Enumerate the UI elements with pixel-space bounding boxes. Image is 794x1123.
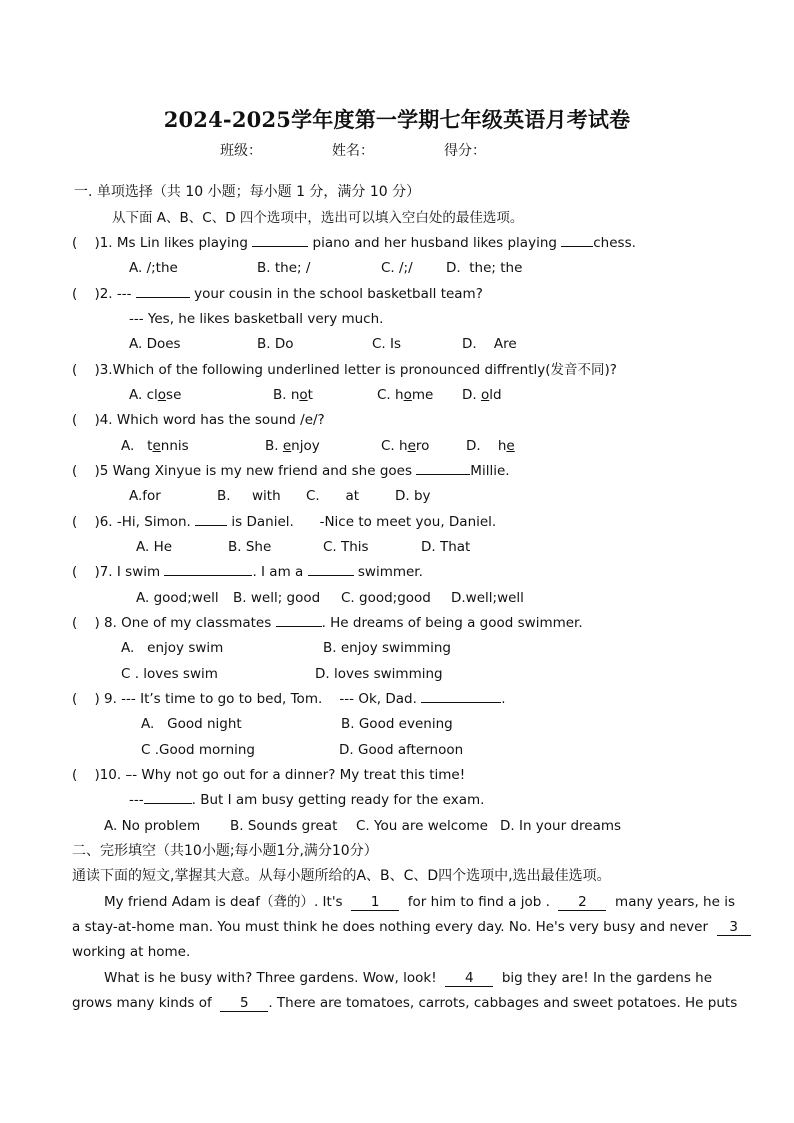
name-label: 姓名： [332,143,374,159]
q7-option-d: D.well;well [451,590,524,606]
q6-stem [72,513,496,531]
q4-text: )4. Which word has the sound /e/? [94,412,325,428]
q4-option-b [265,437,320,455]
q7-blank-1 [164,563,252,576]
q6-text-b: is Daniel. [231,514,294,530]
page-title: 2024-2025学年度第一学期七年级英语月考试卷 [163,107,631,132]
q8-text-a: ) 8. One of my classmates [94,615,272,631]
q9-blank [421,690,501,703]
q2-stem [72,285,483,303]
q8-text-b: . He dreams of being a good swimmer. [321,615,583,631]
q6-paren: ( [72,514,78,530]
q4-d-pre: D. h [466,438,507,454]
q3-c-post: me [411,387,434,403]
q10-option-b: B. Sounds great [230,818,338,834]
q5-blank [416,462,470,475]
q9-paren: ( [72,691,78,707]
passage-text: What is he busy with? Three gardens. Wow, look! [104,970,437,986]
q10-stem [72,766,465,784]
q1-paren: ( [72,235,78,251]
q1-text-a: )1. Ms Lin likes playing [94,235,248,251]
section2-instruction: 通读下面的短文,掌握其大意。从每小题所给的A、B、C、D四个选项中,选出最佳选项。 [72,868,611,884]
q9-stem [72,690,505,708]
q10-option-a: A. No problem [104,818,201,834]
q3-option-b [273,386,313,404]
q3-d-pre: D. [462,387,481,403]
passage-line-5 [72,994,737,1012]
q10-option-c: C. You are welcome [356,818,488,834]
section2-heading: 二、完形填空（共10小题;每小题1分,满分10分） [72,843,378,859]
q2-option-a: A. Does [129,336,181,352]
q4-option-c [381,437,429,455]
q6-option-b: B. She [228,539,272,555]
q2-blank [136,285,190,298]
q6-option-a: A. He [136,539,173,555]
q2-paren: ( [72,286,78,302]
q4-option-a [121,437,189,455]
passage-text: My friend Adam is deaf（聋的）. It's [104,894,343,910]
q3-b-pre: B. n [273,387,300,403]
q6-text-c: -Nice to meet you, Daniel. [319,514,497,530]
q4-b-pre: B. [265,438,283,454]
q4-stem [72,411,325,429]
passage-line-2 [72,918,751,936]
q10-paren: ( [72,767,78,783]
q5-stem [72,462,510,480]
q6-text-a: )6. -Hi, Simon. [94,514,191,530]
q3-paren: ( [72,362,78,378]
cloze-blank-4: 4 [445,971,493,987]
q7-option-c: C. good;good [341,590,431,606]
q4-b-post: njoy [291,438,320,454]
q9-option-b: B. Good evening [341,716,453,732]
q4-c-post: ro [415,438,430,454]
q3-stem [72,361,617,379]
q8-option-c: C . loves swim [121,666,218,682]
q2-line2: --- Yes, he likes basketball very much. [129,311,384,327]
q3-d-post: ld [489,387,502,403]
q4-d-underlined: e [506,438,515,454]
passage-text: a stay-at-home man. You must think he does nothing every day. No. He's very busy and never [72,919,709,935]
cloze-blank-1: 1 [351,895,399,911]
q5-option-c: C. at [306,488,360,504]
q10-option-d: D. In your dreams [500,818,622,834]
q9-option-c: C .Good morning [141,742,256,758]
q5-option-d: D. by [395,488,431,504]
q8-option-d: D. loves swimming [315,666,443,682]
q2-text-b: your cousin in the school basketball team? [194,286,483,302]
passage-text: grows many kinds of [72,995,212,1011]
q7-text-a: )7. I swim [94,564,161,580]
q10-line2-b: . But I am busy getting ready for the exam. [191,792,485,808]
q1-text-b: piano and her husband likes playing [312,235,557,251]
q3-b-underlined: o [299,387,308,403]
q4-paren: ( [72,412,78,428]
q8-paren: ( [72,615,78,631]
q3-a-post: se [166,387,182,403]
q10-blank [144,791,192,804]
q2-option-b: B. Do [257,336,294,352]
q8-blank [276,614,322,627]
class-label: 班级： [220,143,262,159]
q3-d-underlined: o [480,387,490,403]
q3-a-pre: A. cl [129,387,158,403]
q1-text-c: chess. [593,235,636,251]
passage-line-1 [104,893,735,911]
q3-option-c [377,386,433,404]
q5-option-a: A.for [129,488,161,504]
q5-text-a: )5 Wang Xinyue is my new friend and she goes [94,463,412,479]
q4-c-pre: C. h [381,438,408,454]
passage-text: . There are tomatoes, carrots, cabbages and sweet potatoes. He puts [268,995,738,1011]
q1-blank-2 [561,234,593,247]
q4-b-underlined: e [282,438,292,454]
q2-text-a: )2. --- [94,286,132,302]
q7-stem [72,563,423,581]
q1-option-a: A. /;the [129,260,178,276]
q8-stem [72,614,583,632]
q7-text-c: swimmer. [357,564,423,580]
q5-paren: ( [72,463,78,479]
q3-option-d [462,386,502,404]
q7-option-b: B. well; good [233,590,321,606]
q1-blank-1 [252,234,308,247]
section1-instruction: 从下面 A、B、C、D 四个选项中，选出可以填入空白处的最佳选项。 [112,210,524,226]
q8-option-b: B. enjoy swimming [323,640,451,656]
q8-option-a: A. enjoy swim [121,640,224,656]
q2-option-d: D. Are [462,336,517,352]
q9-option-d: D. Good afternoon [339,742,464,758]
q6-blank [195,513,227,526]
q10-text: )10. –- Why not go out for a dinner? My treat this time! [94,767,466,783]
q3-c-underlined: o [403,387,412,403]
q4-a-pre: A. t [121,438,153,454]
q5-option-b: B. with [217,488,281,504]
q6-option-c: C. This [323,539,369,555]
q9-text-b: . [501,691,506,707]
q3-a-underlined: o [157,387,167,403]
passage-line-4 [104,969,712,987]
q7-blank-2 [308,563,354,576]
q4-c-underlined: e [407,438,416,454]
q9-option-a: A. Good night [141,716,242,732]
q3-c-pre: C. h [377,387,404,403]
q1-option-d: D. the; the [446,260,523,276]
q3-text: )3.Which of the following underlined letter is pronounced diffrently(发音不同)? [94,362,617,378]
passage-text: for him to find a job . [407,894,550,910]
section1-heading: 一. 单项选择（共 10 小题；每小题 1 分，满分 10 分） [74,184,421,200]
q4-option-d [466,437,515,455]
q3-option-a [129,386,181,404]
q2-option-c: C. Is [372,336,402,352]
cloze-blank-5: 5 [220,996,268,1012]
q4-a-underlined: e [152,438,161,454]
passage-text: many years, he is [615,894,735,910]
cloze-blank-3: 3 [717,920,751,936]
q10-line2-a: --- [129,792,144,808]
q7-paren: ( [72,564,78,580]
q10-line2 [129,791,484,809]
q6-option-d: D. That [421,539,471,555]
q5-text-b: Millie. [470,463,510,479]
cloze-blank-2: 2 [558,895,606,911]
q1-stem [72,234,636,252]
q3-b-post: t [307,387,313,403]
q1-option-c: C. /;/ [381,260,413,276]
q7-text-b: . I am a [252,564,304,580]
score-label: 得分： [444,143,486,159]
q1-option-b: B. the; / [257,260,311,276]
q7-option-a: A. good;well [136,590,219,606]
q9-text-a: ) 9. --- It’s time to go to bed, Tom. --- Ok, Dad. [94,691,417,707]
q4-a-post: nnis [160,438,189,454]
passage-line-3: working at home. [72,944,191,960]
passage-text: big they are! In the gardens he [501,970,713,986]
